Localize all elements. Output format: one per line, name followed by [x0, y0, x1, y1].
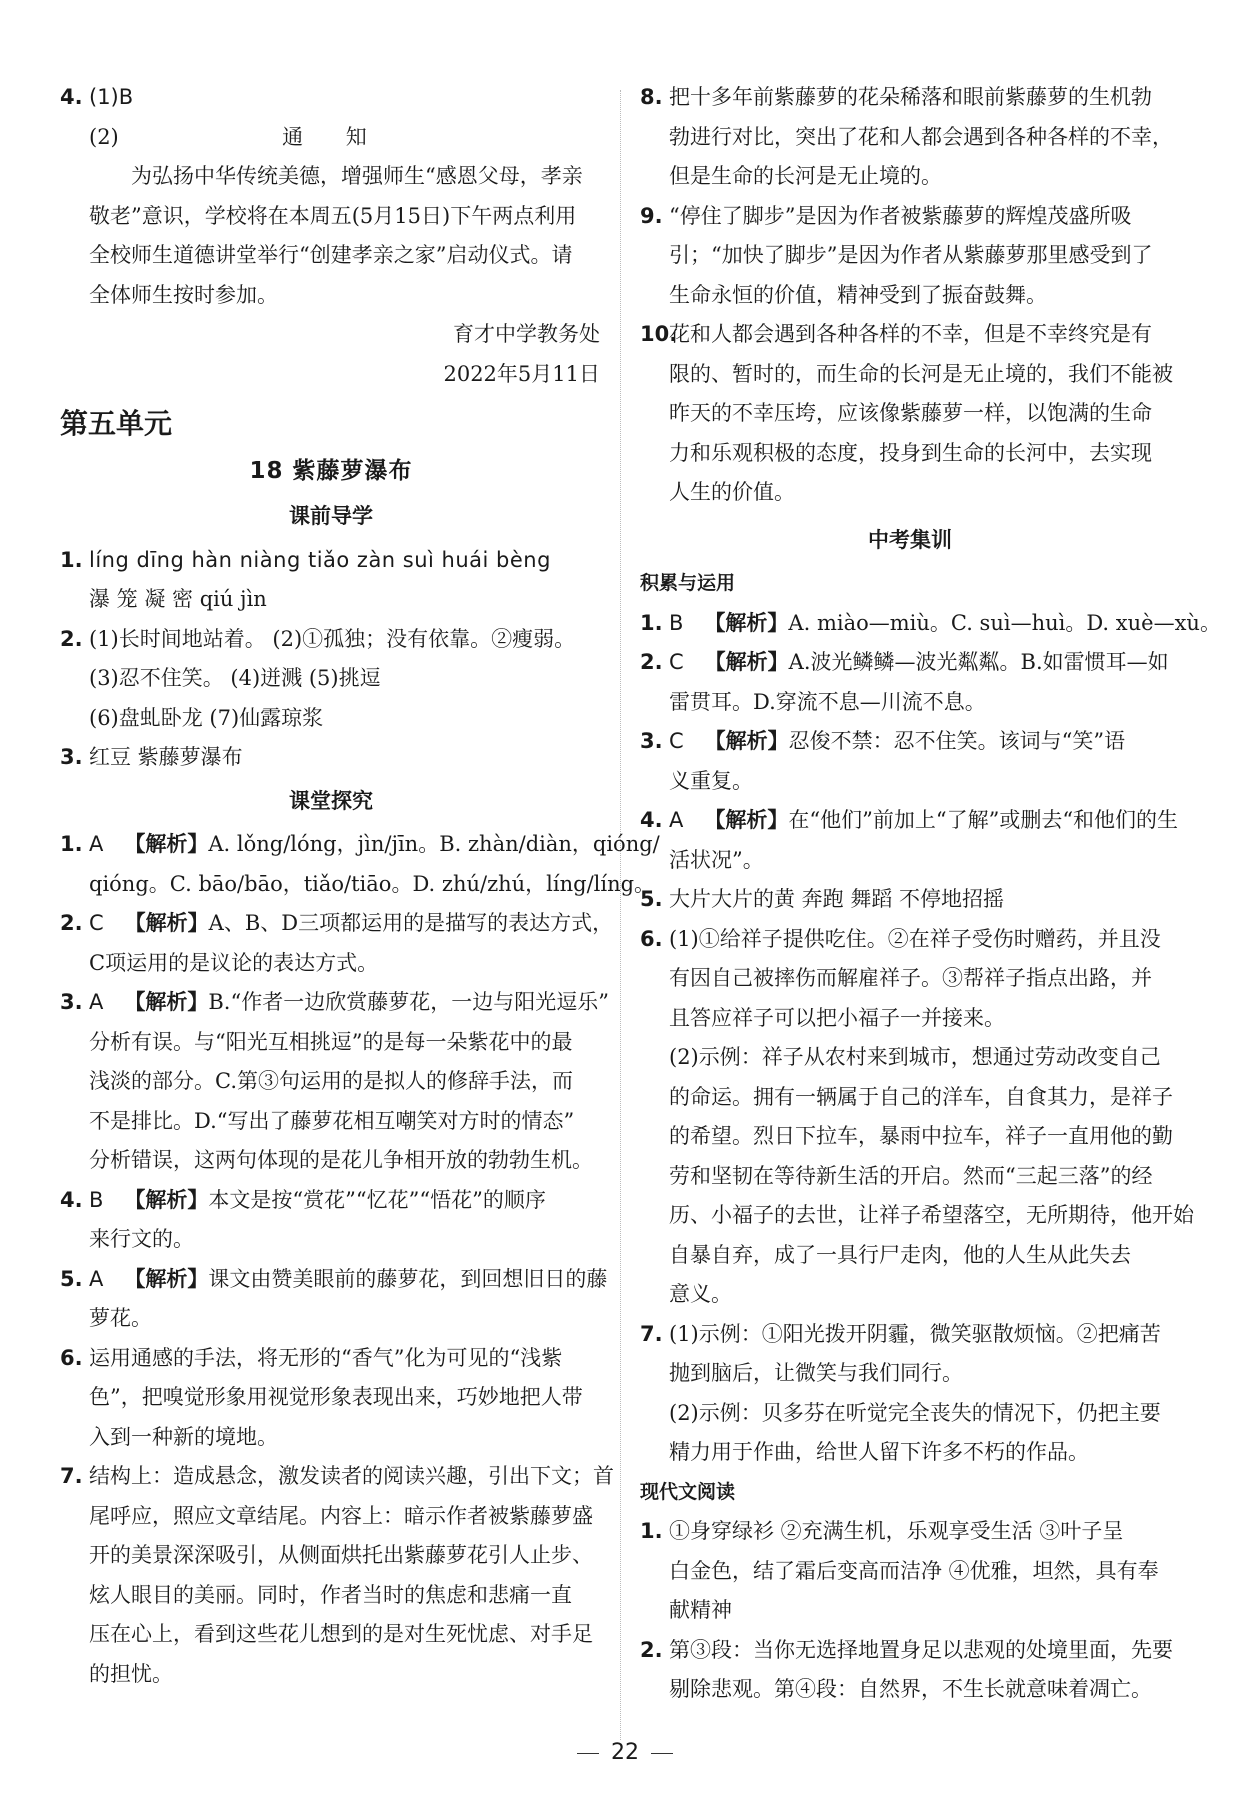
answer-choice: B: [669, 610, 684, 635]
answer-item: [60, 541, 602, 620]
analysis-tag: 【解析】: [704, 729, 789, 753]
answer-line: 开的美景深深吸引，从侧面烘托出紫藤萝花引人止步、: [89, 1543, 593, 1567]
item-number: 4.: [60, 85, 83, 109]
answer-item: [640, 78, 1180, 197]
analysis-tag: 【解析】: [124, 911, 209, 935]
answer-line: 引；“加快了脚步”是因为作者从紫藤萝那里感受到了: [669, 243, 1153, 267]
answer-line: 分析错误，这两句体现的是花儿争相开放的勃勃生机。: [89, 1148, 593, 1172]
answer-choice: B: [89, 1187, 104, 1212]
page-footer: [0, 1733, 1250, 1773]
answer-line: qióng。C. bāo/bāo，tiǎo/tiāo。D. zhú/zhú，líng/líng。: [89, 871, 656, 896]
item-number: 1.: [60, 547, 83, 572]
preview-answer-list: [60, 541, 602, 778]
answer-line: (3)忍不住笑。 (4)迸溅 (5)挑逗: [89, 666, 381, 690]
answer-item-4: [60, 78, 602, 157]
item-number: 9.: [640, 203, 663, 228]
answer-item: [640, 1512, 1180, 1631]
answer-item: [60, 738, 602, 778]
answer-line: 瀑 笼 凝 密 qiú jìn: [89, 587, 267, 611]
analysis-text: A. miào—miù。C. suì—huì。D. xuè—xù。: [788, 610, 1221, 635]
answer-choice: A: [89, 1266, 104, 1291]
analysis-text: A.波光鳞鳞—波光粼粼。B.如雷惯耳—如: [788, 650, 1169, 674]
item-number: 7.: [60, 1464, 83, 1488]
answer-choice: A: [89, 990, 104, 1014]
answer-line: 压在心上，看到这些花儿想到的是对生死忧虑、对手足: [89, 1622, 593, 1646]
answer-line: [89, 1260, 608, 1300]
answer-line: 不是排比。D.“写出了藤萝花相互嘲笑对方时的情态”: [89, 1108, 575, 1133]
analysis-tag: 【解析】: [704, 610, 789, 635]
answer-line: C项运用的是议论的表达方式。: [89, 950, 379, 975]
analysis-text: 课文由赞美眼前的藤萝花，到回想旧日的藤: [208, 1266, 608, 1291]
item-number: 5.: [60, 1266, 83, 1291]
sub-label: (2): [89, 124, 119, 149]
answer-line: 昨天的不幸压垮，应该像紫藤萝一样，以饱满的生命: [669, 401, 1152, 425]
answer-item: [640, 315, 1180, 513]
item-number: 2.: [60, 626, 83, 651]
item-number: 3.: [60, 990, 83, 1014]
item-number: 2.: [60, 911, 83, 935]
analysis-tag: 【解析】: [124, 1266, 209, 1291]
answer-line: ①身穿绿衫 ②充满生机，乐观享受生活 ③叶子呈: [669, 1519, 1124, 1543]
answer-line: 炫人眼目的美丽。同时，作者当时的焦虑和悲痛一直: [89, 1582, 572, 1607]
answer-line: [669, 722, 1180, 762]
answer-item: [640, 722, 1180, 801]
analysis-tag: 【解析】: [124, 1187, 209, 1212]
answer-line: “停住了脚步”是因为作者被紫藤萝的辉煌茂盛所吸: [669, 203, 1132, 228]
analysis-tag: 【解析】: [124, 990, 209, 1014]
answer-line: 分析有误。与“阳光互相挑逗”的是每一朵紫花中的最: [89, 1029, 573, 1054]
answer-choice: A: [669, 808, 684, 832]
answer-line: [669, 801, 1180, 841]
item-number: 3.: [60, 745, 83, 769]
answer-line: 精力用于作曲，给世人留下许多不朽的作品。: [669, 1440, 1089, 1464]
notice-title: 通 知: [282, 124, 385, 149]
item-number: 2.: [640, 650, 663, 674]
analysis-text: 在“他们”前加上“了解”或删去“和他们的生: [788, 808, 1179, 832]
answer-line: 入到一种新的境地。: [89, 1424, 278, 1449]
notice-text-line: 敬老”意识，学校将在本周五(5月15日)下午两点利用: [89, 203, 577, 228]
answer-choice: A: [89, 832, 104, 856]
item-number: 8.: [640, 85, 663, 109]
answer-line: 且答应祥子可以把小福子一并接来。: [669, 1005, 1005, 1030]
answer-line: 第③段：当你无选择地置身足以悲观的处境里面，先要: [669, 1637, 1173, 1662]
analysis-text: B.“作者一边欣赏藤萝花，一边与阳光逗乐”: [208, 990, 609, 1014]
answer-choice: C: [89, 911, 104, 935]
analysis-text: A、B、D三项都运用的是描写的表达方式，: [208, 911, 614, 935]
answer-item: [60, 1260, 608, 1339]
answer-line: (1)示例：①阳光拨开阴霾，微笑驱散烦恼。②把痛苦: [669, 1321, 1161, 1346]
subheading-accumulation: 积累与运用: [640, 572, 736, 594]
answer-line: [89, 983, 609, 1023]
answer-line: 献精神: [669, 1598, 732, 1622]
answer-line: 的命运。拥有一辆属于自己的洋车，自食其力，是祥子: [669, 1084, 1173, 1109]
analysis-text: 忍俊不禁：忍不住笑。该词与“笑”语: [788, 729, 1126, 753]
answer-line: 人生的价值。: [669, 480, 795, 504]
answer-line: (1)长时间地站着。 (2)①孤独；没有依靠。②瘦弱。: [89, 626, 576, 651]
footer-dash: [577, 1753, 599, 1754]
answer-item: [640, 801, 1180, 880]
notice-text-line: 为弘扬中华传统美德，增强师生“感恩父母，孝亲: [131, 164, 583, 188]
right-column: [640, 78, 1221, 1710]
section-title-exam: 中考集训: [868, 527, 952, 552]
answer-line: 限的、暂时的，而生命的长河是无止境的，我们不能被: [669, 361, 1173, 386]
answer-line: 历、小福子的去世，让祥子希望落空，无所期待，他开始: [669, 1203, 1194, 1227]
answer-line: (2)示例：贝多芬在听觉完全丧失的情况下，仍把主要: [669, 1400, 1161, 1425]
answer-line: 红豆 紫藤萝瀑布: [89, 745, 243, 769]
item-number: 10.: [640, 322, 678, 346]
answer-item: [640, 1631, 1180, 1710]
answer-item: [60, 825, 660, 904]
answer-line: 色”，把嗅觉形象用视觉形象表现出来，巧妙地把人带: [89, 1385, 583, 1409]
answer-line: 自暴自弃，成了一具行尸走肉，他的人生从此失去: [669, 1242, 1131, 1267]
item-number: 1.: [640, 1519, 663, 1543]
answer-line: 浅淡的部分。C.第③句运用的是拟人的修辞手法，而: [89, 1069, 573, 1093]
lesson-title: 18 紫藤萝瀑布: [249, 457, 413, 484]
notice-text-line: 全校师生道德讲堂举行“创建孝亲之家”启动仪式。请: [89, 243, 573, 267]
answer-line: [89, 825, 660, 865]
answer-line: 萝花。: [89, 1306, 152, 1330]
item-number: 4.: [640, 808, 663, 832]
answer-line: [669, 604, 1221, 644]
answer-item: [640, 604, 1221, 644]
answer-item: [60, 1457, 614, 1694]
answer-line: 结构上：造成悬念，激发读者的阅读兴趣，引出下文；首: [89, 1464, 614, 1488]
notice-heading-line: [89, 118, 602, 158]
answer-choice: C: [669, 729, 684, 753]
item-number: 6.: [640, 926, 663, 951]
answer-line: 大片大片的黄 奔跑 舞蹈 不停地招摇: [669, 887, 1005, 911]
answer-choice: C: [669, 650, 684, 674]
answer-line: 力和乐观积极的态度，投身到生命的长河中，去实现: [669, 440, 1152, 465]
item-number: 5.: [640, 887, 663, 911]
item-number: 4.: [60, 1187, 83, 1212]
analysis-tag: 【解析】: [704, 650, 789, 674]
answer-line: 花和人都会遇到各种各样的不幸，但是不幸终究是有: [669, 322, 1152, 346]
answer-line: 意义。: [669, 1282, 732, 1306]
answer-item: [640, 1315, 1180, 1473]
notice-date: 2022年5月11日: [443, 361, 600, 386]
analysis-text: A. lǒng/lóng，jìn/jīn。B. zhàn/diàn，qióng/: [208, 832, 660, 856]
answer-line: 剔除悲观。第④段：自然界，不生长就意味着凋亡。: [669, 1677, 1152, 1701]
answer-item: [640, 643, 1180, 722]
accumulation-answer-list: [640, 604, 1221, 1473]
footer-dash: [651, 1753, 673, 1754]
answer-item: [640, 197, 1180, 316]
item-number: 2.: [640, 1637, 663, 1662]
answer-line: 雷贯耳。D.穿流不息—川流不息。: [669, 689, 986, 714]
modern-reading-answer-list: [640, 1512, 1180, 1710]
unit-title: 第五单元: [60, 407, 173, 440]
answer-item: [640, 920, 1194, 1315]
answer-line: (2)示例：祥子从农村来到城市，想通过劳动改变自己: [669, 1045, 1161, 1069]
column-divider: [620, 90, 621, 1740]
answer-item: [60, 1339, 602, 1458]
answer-line: 但是生命的长河是无止境的。: [669, 164, 942, 188]
explore-answer-list: [60, 825, 660, 1694]
section-title-preview: 课前导学: [289, 504, 373, 528]
answer-line: líng dīng hàn niàng tiǎo zàn suì huái bèng: [89, 547, 551, 572]
answer-line: 白金色，结了霜后变高而洁净 ④优雅，坦然，具有奉: [669, 1558, 1159, 1583]
item-number: 3.: [640, 729, 663, 753]
item-number: 1.: [60, 832, 83, 856]
explore-answer-list-continued: [640, 78, 1180, 513]
item-number: 6.: [60, 1345, 83, 1370]
answer-line: [669, 643, 1180, 683]
item-number: 1.: [640, 610, 663, 635]
answer-line: 的希望。烈日下拉车，暴雨中拉车，祥子一直用他的勤: [669, 1124, 1173, 1148]
answer-item: [60, 620, 602, 739]
answer-line: [89, 904, 614, 944]
subheading-modern-reading: 现代文阅读: [640, 1480, 736, 1503]
item-number: 7.: [640, 1321, 663, 1346]
answer-line: (1)B: [89, 85, 134, 109]
answer-line: 勃进行对比，突出了花和人都会遇到各种各样的不幸，: [669, 124, 1173, 149]
notice-text-line: 全体师生按时参加。: [89, 282, 278, 307]
answer-line: 的担忧。: [89, 1661, 173, 1686]
answer-line: [89, 1181, 602, 1221]
notice-signature: 育才中学教务处: [453, 322, 600, 346]
section-title-explore: 课堂探究: [289, 788, 373, 813]
answer-line: 有因自己被摔伤而解雇祥子。③帮祥子指点出路，并: [669, 966, 1152, 990]
analysis-tag: 【解析】: [124, 832, 209, 856]
answer-item: [60, 983, 609, 1181]
answer-line: 来行文的。: [89, 1227, 194, 1251]
answer-line: 把十多年前紫藤萝的花朵稀落和眼前紫藤萝的生机勃: [669, 85, 1152, 109]
answer-line: 活状况”。: [669, 847, 764, 872]
answer-line: 运用通感的手法，将无形的“香气”化为可见的“浅紫: [89, 1345, 563, 1370]
answer-item: [640, 880, 1180, 920]
answer-line: 尾呼应，照应文章结尾。内容上：暗示作者被紫藤萝盛: [89, 1503, 593, 1528]
answer-line: 生命永恒的价值，精神受到了振奋鼓舞。: [669, 282, 1047, 307]
answer-line: (1)①给祥子提供吃住。②在祥子受伤时赠药，并且没: [669, 926, 1161, 951]
answer-line: 抛到脑后，让微笑与我们同行。: [669, 1361, 963, 1385]
analysis-tag: 【解析】: [704, 808, 789, 832]
page-number: 22: [611, 1740, 639, 1765]
answer-item: [60, 1181, 602, 1260]
answer-line: (6)盘虬卧龙 (7)仙露琼浆: [89, 705, 324, 730]
answer-line: 劳和坚韧在等待新生活的开启。然而“三起三落”的经: [669, 1163, 1153, 1188]
answer-line: 义重复。: [669, 768, 753, 793]
answer-item: [60, 904, 614, 983]
analysis-text: 本文是按“赏花”“忆花”“悟花”的顺序: [208, 1187, 546, 1212]
